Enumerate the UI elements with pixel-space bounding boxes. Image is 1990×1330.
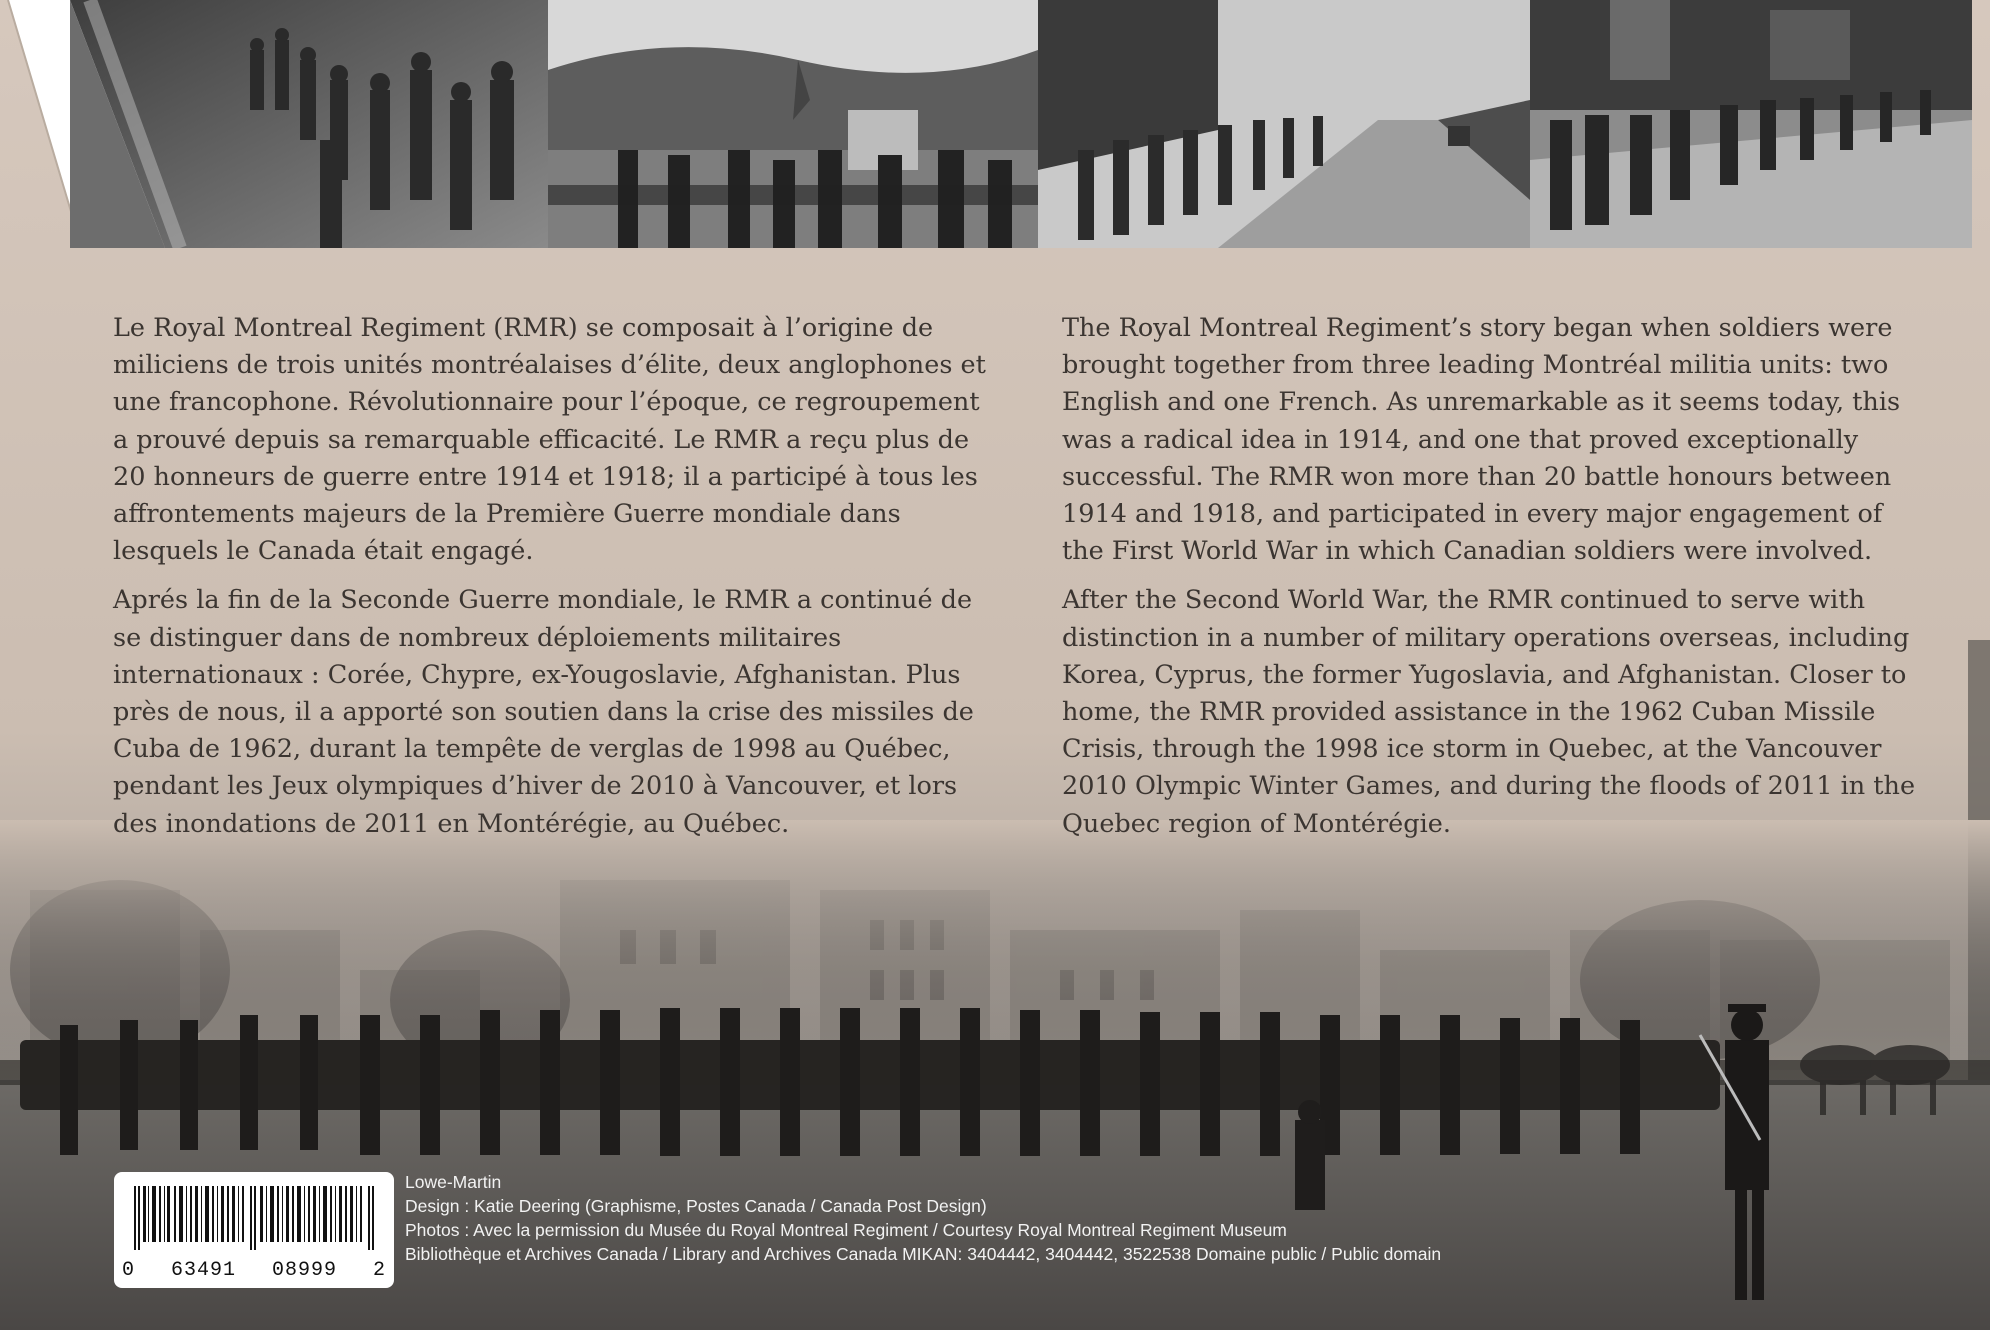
credit-photos: Photos : Avec la permission du Musée du Royal Montreal Regiment / Courtesy Royal Montreal Regiment Museum bbox=[405, 1220, 1287, 1240]
top-photo-strip bbox=[40, 0, 1970, 248]
text-panel bbox=[0, 300, 1990, 920]
photo-soldiers-marching bbox=[70, 0, 549, 248]
barcode-digit-group-1: 63491 bbox=[170, 1259, 236, 1282]
barcode-digit-check: 2 bbox=[372, 1259, 386, 1282]
credit-printer: Lowe-Martin bbox=[405, 1172, 502, 1192]
photo-regiment-colours bbox=[548, 0, 1039, 248]
french-paragraph-1: Le Royal Montreal Regiment (RMR) se composait à l’origine de miliciens de trois unités montréalaises d’élite, deux anglophones et une francophone. Révolutionnaire pour l’époque, ce regroupement a prouvé depuis sa remarquable efficacité. Le RMR a reçu plus de 20 honneurs de guerre entre 1914 et 1918; il a participé à tous les affrontements majeurs de la Première Guerre mondiale dans lesquels le Canada était engagé. bbox=[113, 313, 986, 567]
french-paragraph-2: Aprés la fin de la Seconde Guerre mondiale, le RMR a continué de se distinguer dans de nombreux déploiements militaires internationaux : Corée, Chypre, ex-Yougoslavie, Afghanistan. Plus près de nous, il a apporté son soutien dans la crise des missiles de Cuba de 1962, durant la tempête de verglas de 1998 au Québec, pendant les Jeux olympiques d’hiver de 2010 à Vancouver, et lors des inondations de 2011 en Montérégie, au Québec. bbox=[113, 585, 974, 839]
english-paragraph-2: After the Second World War, the RMR continued to serve with distinction in a number of military operations overseas, including Korea, Cyprus, the former Yugoslavia, and Afghanistan. Closer to home, the RMR provided assistance in the 1962 Cuban Missile Crisis, through the 1998 ice storm in Quebec, at the Vancouver 2010 Olympic Winter Games, and during the floods of 2011 in the Quebec region of Montérégie. bbox=[1062, 585, 1916, 839]
credits bbox=[405, 1170, 1705, 1266]
photo-wet-street bbox=[1530, 0, 1972, 248]
barcode-digits bbox=[122, 1259, 386, 1282]
credit-archives: Bibliothèque et Archives Canada / Library and Archives Canada MIKAN: 3404442, 3404442, 3522538 Domaine public / Public domain bbox=[405, 1244, 1442, 1264]
english-paragraph-1: The Royal Montreal Regiment’s story began when soldiers were brought together from three leading Montréal militia units: two English and one French. As unremarkable as it seems today, this was a radical idea in 1914, and one that proved exceptionally successful. The RMR won more than 20 battle honours between 1914 and 1918, and participated in every major engagement of the First World War in which Canadian soldiers were involved. bbox=[1062, 313, 1901, 567]
barcode bbox=[114, 1172, 394, 1288]
credit-design: Design : Katie Deering (Graphisme, Postes Canada / Canada Post Design) bbox=[405, 1196, 987, 1216]
french-column bbox=[113, 310, 993, 855]
photo-column-road bbox=[1038, 0, 1531, 248]
english-column bbox=[1062, 310, 1922, 855]
barcode-bars bbox=[134, 1186, 374, 1250]
barcode-digit-group-2: 08999 bbox=[271, 1259, 337, 1282]
barcode-digit-prefix: 0 bbox=[122, 1259, 136, 1282]
